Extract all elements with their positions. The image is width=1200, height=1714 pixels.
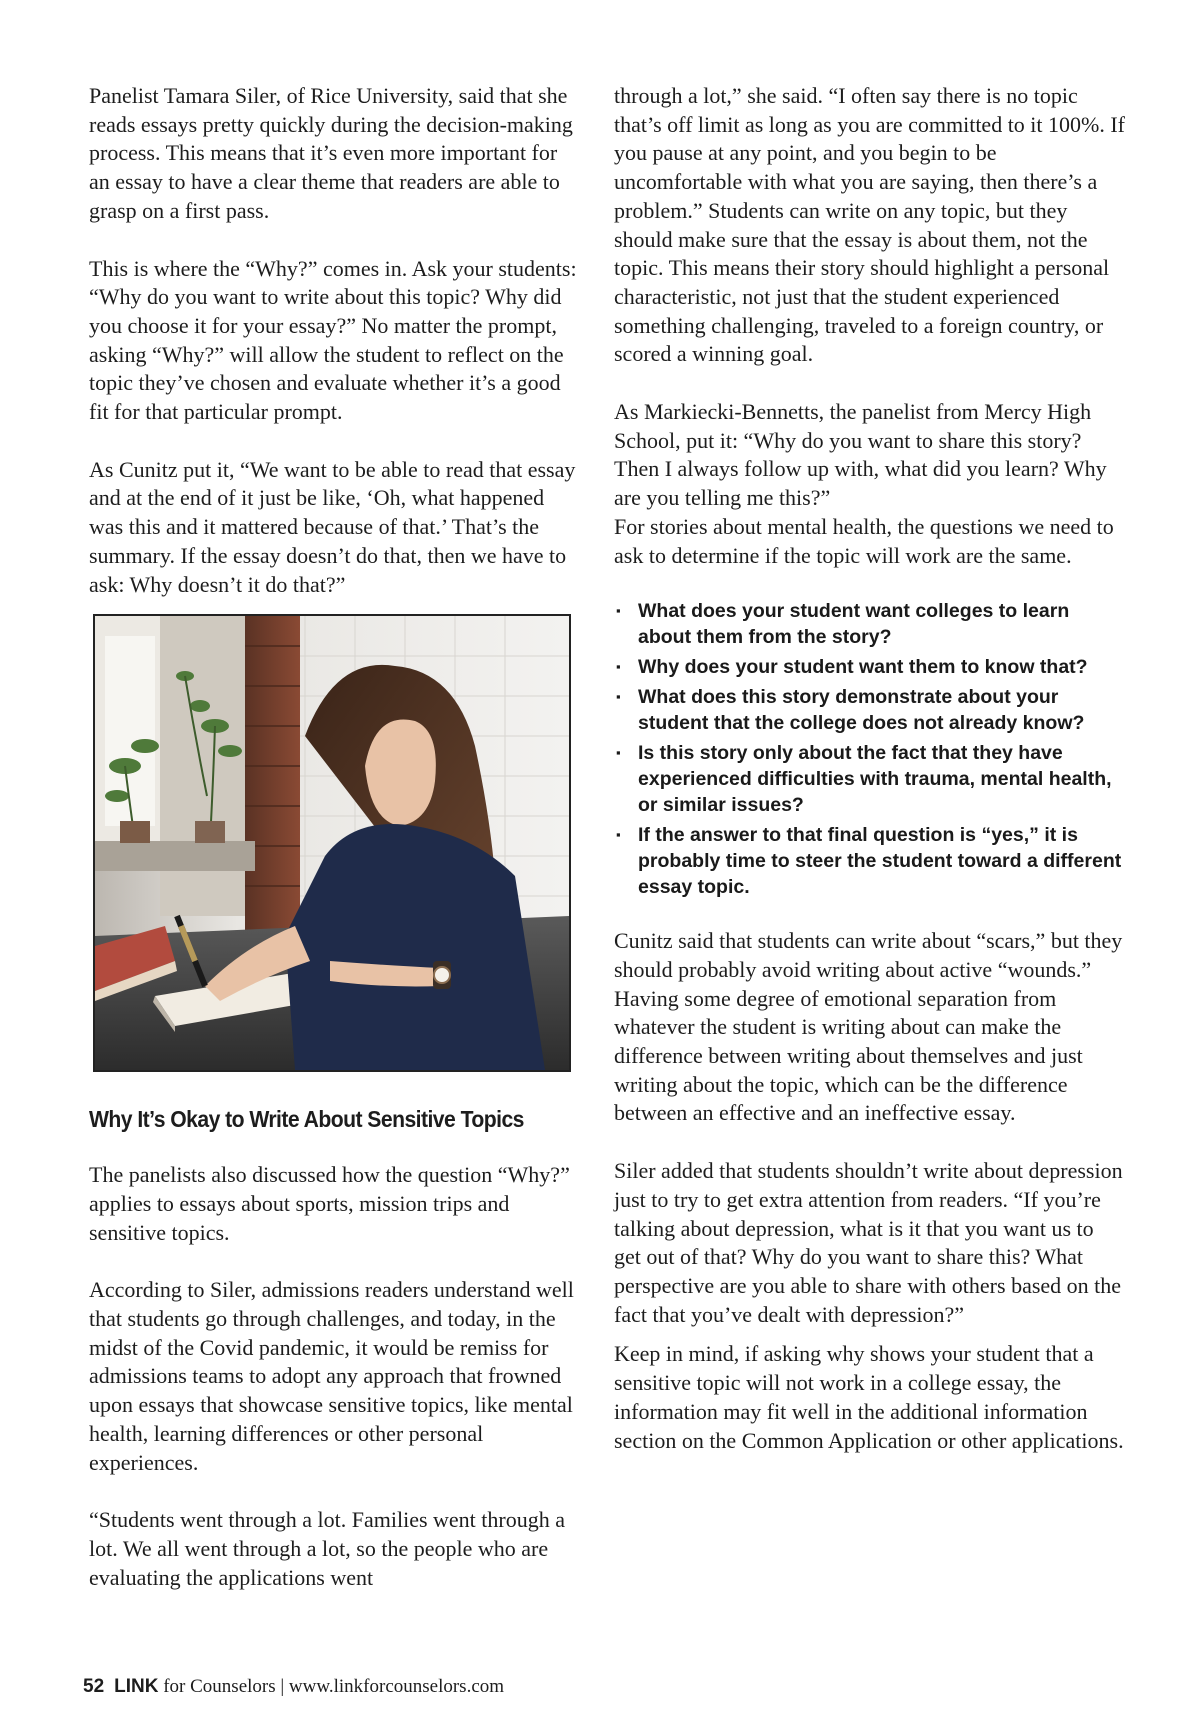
publication-brand: LINK xyxy=(114,1676,159,1697)
paragraph: through a lot,” she said. “I often say there is no topic that’s off limit as long as you are committed to it 100%. If you pause at any point, and you begin to be uncomfortable with what you are saying, then there’s a problem.” Students can write on any topic, but they should make sure that the essay is about them, not the topic. This means their story should highlight a personal characteristic, not just that the student experienced something challenging, traveled to a foreign country, or scored a winning goal. xyxy=(614,83,1126,367)
paragraph: Cunitz said that students can write about “scars,” but they should probably avoid writing about active “wounds.” Having some degree of emotional separation from whatever the student is writing about can make the difference between writing about themselves and just writing about the topic, which can be the difference between an effective and an ineffective essay. xyxy=(614,928,1123,1126)
woman-writing-photo xyxy=(93,614,571,1072)
list-item-text: What does this story demonstrate about your student that the college does not already know? xyxy=(638,686,1085,735)
list-item-text: Is this story only about the fact that they have experienced difficulties with trauma, mental health, or similar issues? xyxy=(638,742,1112,817)
paragraph: Keep in mind, if asking why shows your student that a sensitive topic will not work in a college essay, the information may fit well in the additional information section on the Common Application or other applications. xyxy=(614,1341,1124,1453)
list-item-text: What does your student want colleges to learn about them from the story? xyxy=(638,600,1070,649)
paragraph: This is where the “Why?” comes in. Ask your students: “Why do you want to write about this topic? Why did you choose it for your essay?” No matter the prompt, asking “Why?” will allow the student to reflect on the topic they’ve chosen and evaluate whether it’s a good fit for that particular prompt. xyxy=(89,255,577,425)
list-item-text: If the answer to that final question is “yes,” it is probably time to steer the student toward a different essay topic. xyxy=(638,824,1122,899)
list-item xyxy=(614,684,1126,736)
square-bullet-icon: ▪ xyxy=(616,603,621,619)
question-list xyxy=(614,598,1126,900)
square-bullet-icon: ▪ xyxy=(616,689,621,705)
paragraph: Panelist Tamara Siler, of Rice University, said that she reads essays pretty quickly during the decision-making process. This means that it’s even more important for an essay to have a clear theme that readers are able to grasp on a first pass. xyxy=(89,83,573,223)
list-item xyxy=(614,654,1126,680)
paragraph: The panelists also discussed how the question “Why?” applies to essays about sports, mission trips and sensitive topics. xyxy=(89,1162,570,1245)
left-column xyxy=(89,82,579,1592)
paragraph: For stories about mental health, the questions we need to ask to determine if the topic will work are the same. xyxy=(614,513,1114,568)
square-bullet-icon: ▪ xyxy=(616,745,621,761)
list-item xyxy=(614,598,1126,650)
paragraph: “Students went through a lot. Families went through a lot. We all went through a lot, so the people who are evaluating the applications went xyxy=(89,1507,565,1590)
page-number: 52 xyxy=(83,1676,105,1697)
section-heading: Why It’s Okay to Write About Sensitive Topics xyxy=(89,1106,524,1133)
list-item xyxy=(614,822,1126,900)
paragraph: As Cunitz put it, “We want to be able to read that essay and at the end of it just be like, ‘Oh, what happened was this and it mattered because of that.’ That’s the summary. If the essay doesn’t do that, then we have to ask: Why doesn’t it do that?” xyxy=(89,456,576,597)
square-bullet-icon: ▪ xyxy=(616,659,621,675)
list-item-text: Why does your student want them to know that? xyxy=(638,656,1088,679)
page-footer xyxy=(83,1676,504,1698)
right-column xyxy=(614,82,1126,1455)
paragraph: Siler added that students shouldn’t write about depression just to try to get extra attention from readers. “If you’re talking about depression, what is it that you want us to get out of that? Why do you want to share this? What perspective are you able to share with others based on the fact that you’ve dealt with depression?” xyxy=(614,1158,1123,1327)
paragraph: As Markiecki-Bennetts, the panelist from Mercy High School, put it: “Why do you want to share this story? Then I always follow up with, what did you learn? Why are you telling me this?” xyxy=(614,399,1107,511)
publication-url: for Counselors | www.linkforcounselors.com xyxy=(158,1676,505,1697)
paragraph: According to Siler, admissions readers understand well that students go through challenges, and today, in the midst of the Covid pandemic, it would be remiss for admissions teams to adopt any approach that frowned upon essays that showcase sensitive topics, like mental health, learning differences or other personal experiences. xyxy=(89,1277,574,1475)
square-bullet-icon: ▪ xyxy=(616,827,621,843)
list-item xyxy=(614,740,1126,818)
